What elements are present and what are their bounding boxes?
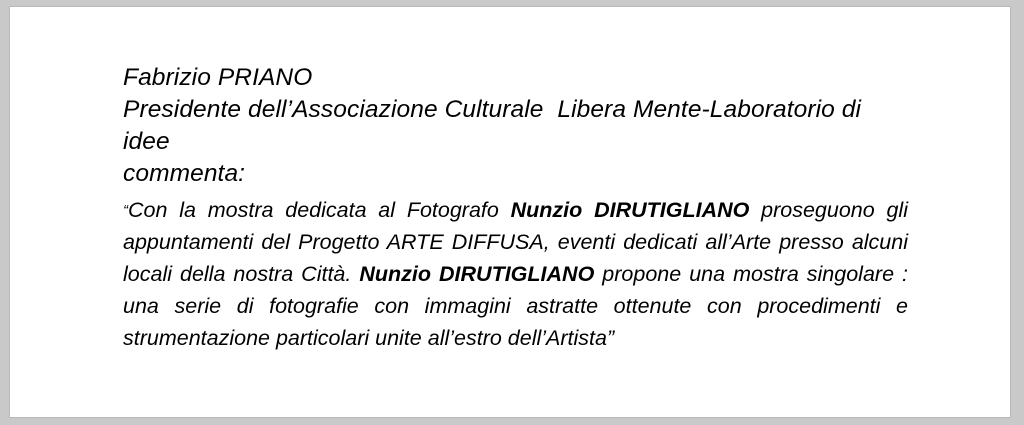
open-quote-mark: “: [123, 202, 128, 220]
quote-segment-3: propone una mostra singolare : una serie di fotografie con immagini astratte ottenute con procedimenti e strumentazione particolari unite all’estro dell’Artista”: [123, 262, 909, 350]
document-content: [123, 62, 908, 354]
document-page: [9, 6, 1011, 418]
comment-label: commenta:: [123, 159, 246, 187]
quote-segment-2: proseguono gli appuntamenti del Progetto ARTE DIFFUSA, eventi dedicati all’Arte presso alcuni locali della nostra Città.: [123, 198, 908, 286]
author-name: Fabrizio PRIANO: [123, 64, 313, 91]
author-role: Presidente dell’Associazione Culturale Libera Mente-Laboratorio di idee: [123, 95, 868, 155]
quote-paragraph: [123, 195, 908, 354]
quote-block: [123, 195, 908, 354]
artist-name-first-mention: Nunzio DIRUTIGLIANO: [510, 198, 750, 223]
heading-block: [123, 62, 908, 189]
quote-segment-1: Con la mostra dedicata al Fotografo: [128, 198, 511, 223]
artist-name-second-mention: Nunzio DIRUTIGLIANO: [359, 262, 595, 286]
